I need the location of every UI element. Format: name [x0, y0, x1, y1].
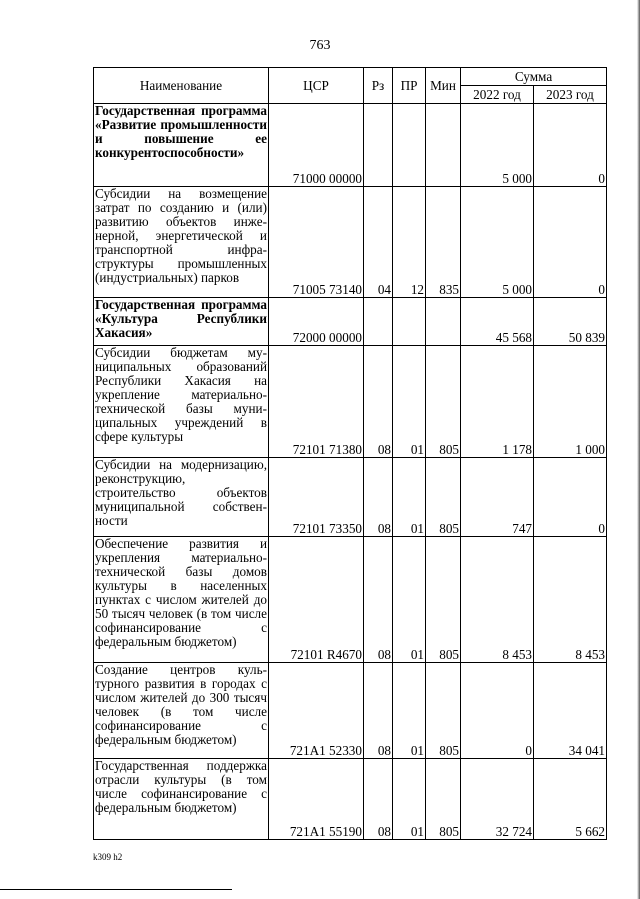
row-csr: 72101 71380 — [269, 346, 364, 458]
row-min: 805 — [426, 537, 461, 663]
table-row — [94, 759, 607, 840]
row-sum-2022: 5 000 — [461, 187, 534, 298]
table-row — [94, 346, 607, 458]
row-name: Создание центров культурного развития в городах с числом жителей до 300 тысяч человек (в том числе софинансирование с федеральным бюджетом) — [94, 663, 269, 759]
row-sum-2022: 5 000 — [461, 104, 534, 187]
header-pr: ПР — [393, 68, 426, 104]
page-number: 763 — [309, 38, 331, 53]
row-name: Государственная программа «Развитие промышленности и повышение ее конкурентоспособности» — [94, 104, 269, 187]
bottom-rule — [0, 889, 232, 890]
row-rz: 08 — [364, 663, 393, 759]
footer-code: k309 h2 — [93, 852, 123, 862]
row-min — [426, 298, 461, 346]
row-min: 805 — [426, 346, 461, 458]
header-year-2023: 2023 год — [534, 86, 607, 104]
row-rz — [364, 298, 393, 346]
row-csr: 71005 73140 — [269, 187, 364, 298]
table-row — [94, 458, 607, 537]
row-pr: 12 — [393, 187, 426, 298]
row-pr: 01 — [393, 346, 426, 458]
table-row — [94, 663, 607, 759]
row-min: 805 — [426, 663, 461, 759]
row-min: 835 — [426, 187, 461, 298]
header-sum: Сумма — [461, 68, 607, 86]
row-rz: 04 — [364, 187, 393, 298]
row-csr: 721A1 55190 — [269, 759, 364, 840]
header-name: Наименование — [94, 68, 269, 104]
row-pr: 01 — [393, 458, 426, 537]
row-sum-2022: 8 453 — [461, 537, 534, 663]
row-sum-2023: 1 000 — [534, 346, 607, 458]
row-sum-2022: 747 — [461, 458, 534, 537]
header-year-2022: 2022 год — [461, 86, 534, 104]
row-rz — [364, 104, 393, 187]
table-row — [94, 298, 607, 346]
row-sum-2023: 0 — [534, 187, 607, 298]
row-csr: 721A1 52330 — [269, 663, 364, 759]
row-sum-2023: 5 662 — [534, 759, 607, 840]
row-pr — [393, 298, 426, 346]
row-name: Государственная поддержка отрасли культуры (в том числе софинансирование с федеральным бюджетом) — [94, 759, 269, 840]
row-csr: 72000 00000 — [269, 298, 364, 346]
row-sum-2022: 32 724 — [461, 759, 534, 840]
table-row — [94, 537, 607, 663]
row-name: Субсидии на возмещение затрат по созданию и (или) развитию объектов инженерной, энергетической и транспортной инфраструктуры промышленных (индустриальных) парков — [94, 187, 269, 298]
budget-table — [93, 67, 607, 840]
row-name: Субсидии бюджетам муниципальных образований Республики Хакасия на укрепление материально-технической базы муниципальных учреждений в сфере культуры — [94, 346, 269, 458]
row-pr: 01 — [393, 663, 426, 759]
row-sum-2023: 34 041 — [534, 663, 607, 759]
row-pr — [393, 104, 426, 187]
row-sum-2023: 0 — [534, 458, 607, 537]
row-sum-2022: 1 178 — [461, 346, 534, 458]
row-min: 805 — [426, 759, 461, 840]
row-rz: 08 — [364, 346, 393, 458]
header-min: Мин — [426, 68, 461, 104]
row-min — [426, 104, 461, 187]
row-sum-2023: 8 453 — [534, 537, 607, 663]
row-name: Обеспечение развития и укрепления материально-технической базы домов культуры в населенных пунктах с числом жителей до 50 тысяч человек (в том числе софинансирование с федеральным бюджетом) — [94, 537, 269, 663]
row-sum-2022: 0 — [461, 663, 534, 759]
table-row — [94, 187, 607, 298]
row-sum-2023: 50 839 — [534, 298, 607, 346]
row-pr: 01 — [393, 537, 426, 663]
header-csr: ЦСР — [269, 68, 364, 104]
row-rz: 08 — [364, 759, 393, 840]
row-sum-2022: 45 568 — [461, 298, 534, 346]
row-name: Государственная программа «Культура Республики Хакасия» — [94, 298, 269, 346]
row-csr: 71000 00000 — [269, 104, 364, 187]
row-csr: 72101 R4670 — [269, 537, 364, 663]
header-rz: Рз — [364, 68, 393, 104]
row-pr: 01 — [393, 759, 426, 840]
row-csr: 72101 73350 — [269, 458, 364, 537]
row-name: Субсидии на модернизацию, реконструкцию, строительство объектов муниципальной собственности — [94, 458, 269, 537]
row-rz: 08 — [364, 537, 393, 663]
table-row — [94, 104, 607, 187]
row-rz: 08 — [364, 458, 393, 537]
row-sum-2023: 0 — [534, 104, 607, 187]
row-min: 805 — [426, 458, 461, 537]
